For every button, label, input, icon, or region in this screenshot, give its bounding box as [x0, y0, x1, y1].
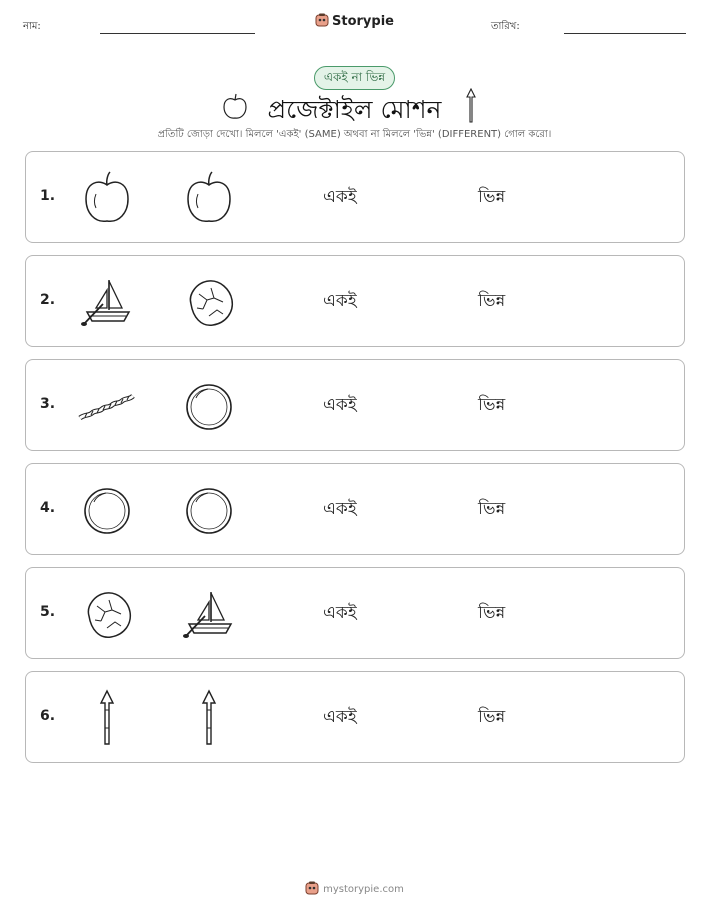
option-different[interactable]: ভিন্ন: [478, 603, 506, 623]
question-row: [25, 359, 685, 451]
storypie-logo-icon: [305, 881, 319, 895]
spear-icon: [77, 688, 137, 748]
footer-site: mystorypie.com: [323, 884, 404, 895]
option-different[interactable]: ভিন্ন: [478, 291, 506, 311]
boat-icon: [179, 584, 239, 644]
option-different[interactable]: ভিন্ন: [478, 395, 506, 415]
name-label: নাম:: [23, 21, 41, 32]
question-number: 5.: [40, 604, 56, 620]
option-same[interactable]: একই: [323, 395, 357, 415]
brand: [0, 13, 709, 29]
rope-icon: [77, 376, 137, 436]
apple-icon: [77, 168, 137, 228]
question-row: [25, 255, 685, 347]
rock-icon: [77, 584, 137, 644]
question-row: [25, 151, 685, 243]
instruction: প্রতিটি জোড়া দেখো। মিললে 'একই' (SAME) অথবা না মিললে 'ভিন্ন' (DIFFERENT) গোল করো।: [157, 129, 552, 140]
option-different[interactable]: ভিন্ন: [478, 499, 506, 519]
question-number: 4.: [40, 500, 56, 516]
rock-icon: [179, 272, 239, 332]
apple-icon: [179, 168, 239, 228]
option-same[interactable]: একই: [323, 291, 357, 311]
question-row: [25, 567, 685, 659]
spear-icon: [464, 88, 478, 124]
date-label: তারিখ:: [491, 21, 520, 32]
question-number: 2.: [40, 292, 56, 308]
option-same[interactable]: একই: [323, 499, 357, 519]
question-number: 1.: [40, 188, 56, 204]
name-line[interactable]: [100, 33, 255, 34]
option-same[interactable]: একই: [323, 707, 357, 727]
date-line[interactable]: [564, 33, 686, 34]
ball-icon: [77, 480, 137, 540]
brand-name: Storypie: [332, 14, 394, 29]
storypie-logo-icon: [315, 13, 329, 27]
option-same[interactable]: একই: [323, 603, 357, 623]
question-number: 6.: [40, 708, 56, 724]
ball-icon: [179, 376, 239, 436]
option-different[interactable]: ভিন্ন: [478, 707, 506, 727]
question-number: 3.: [40, 396, 56, 412]
page-title: প্রজেক্টাইল মোশন: [267, 95, 442, 124]
option-different[interactable]: ভিন্ন: [478, 187, 506, 207]
question-row: [25, 671, 685, 763]
title-row: [0, 88, 709, 128]
footer: [0, 881, 709, 895]
question-row: [25, 463, 685, 555]
option-same[interactable]: একই: [323, 187, 357, 207]
spear-icon: [179, 688, 239, 748]
boat-icon: [77, 272, 137, 332]
ball-icon: [179, 480, 239, 540]
activity-badge: একই না ভিন্ন: [314, 66, 395, 90]
